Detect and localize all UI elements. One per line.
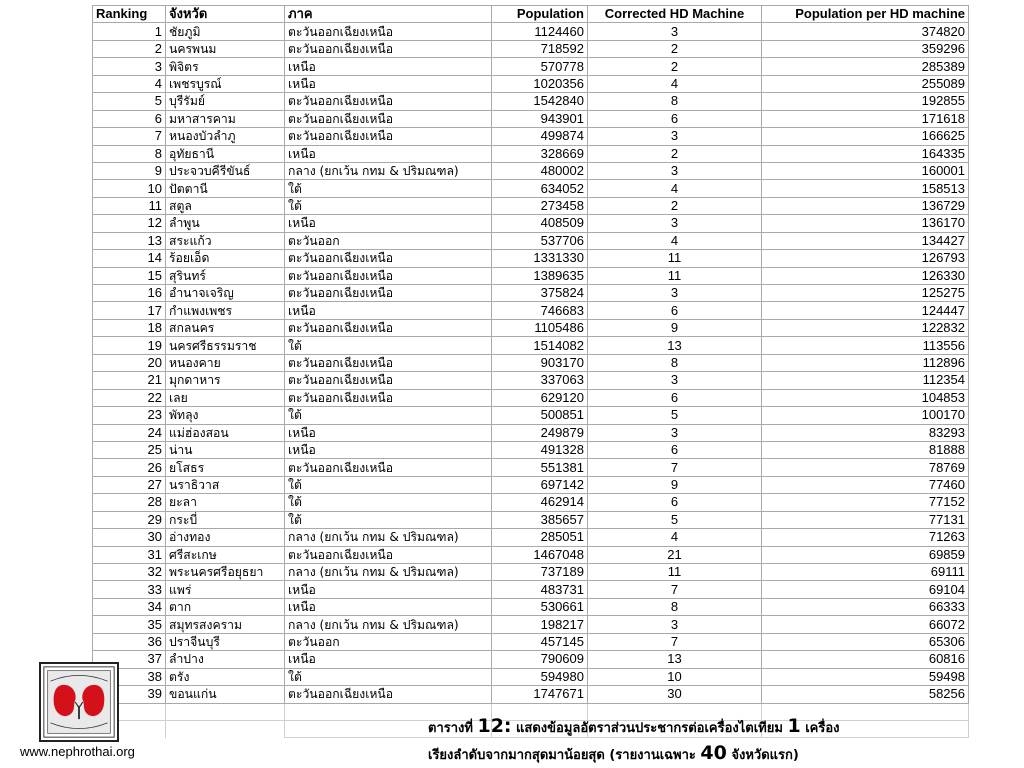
cell-hd-machines: 5 <box>588 511 762 528</box>
table-row <box>93 459 969 476</box>
cell-population: 1105486 <box>492 319 588 336</box>
cell-population: 1747671 <box>492 686 588 703</box>
cell-region: ใต้ <box>285 337 492 354</box>
cell-province: เพชรบูรณ์ <box>166 75 285 92</box>
cell-province: ชัยภูมิ <box>166 23 285 40</box>
cell-population-per-machine: 81888 <box>762 441 969 458</box>
table-row <box>93 494 969 511</box>
table-header-row <box>93 6 969 23</box>
caption-text: จังหวัดแรก) <box>726 748 799 763</box>
cell-ranking: 6 <box>93 110 166 127</box>
cell-province: สกลนคร <box>166 319 285 336</box>
cell-region: ตะวันออกเฉียงเหนือ <box>285 267 492 284</box>
table-row <box>93 302 969 319</box>
cell-province: นราธิวาส <box>166 476 285 493</box>
cell-ranking: 12 <box>93 215 166 232</box>
cell-hd-machines: 2 <box>588 58 762 75</box>
cell-ranking: 26 <box>93 459 166 476</box>
cell-province: บุรีรัมย์ <box>166 93 285 110</box>
cell-population: 697142 <box>492 476 588 493</box>
header-corrected-hd-machine: Corrected HD Machine <box>588 6 762 23</box>
cell-population: 1020356 <box>492 75 588 92</box>
cell-population: 1542840 <box>492 93 588 110</box>
cell-ranking: 35 <box>93 616 166 633</box>
cell-province: พิจิตร <box>166 58 285 75</box>
table-row <box>93 319 969 336</box>
cell-population-per-machine: 112896 <box>762 354 969 371</box>
table-row <box>93 407 969 424</box>
cell-population: 537706 <box>492 232 588 249</box>
cell-population: 1389635 <box>492 267 588 284</box>
table-row <box>93 424 969 441</box>
cell-population-per-machine: 112354 <box>762 372 969 389</box>
cell-province: สุรินทร์ <box>166 267 285 284</box>
cell-region: กลาง (ยกเว้น กทม & ปริมณฑล) <box>285 529 492 546</box>
cell-population: 943901 <box>492 110 588 127</box>
cell-region: ตะวันออกเฉียงเหนือ <box>285 389 492 406</box>
cell-hd-machines: 7 <box>588 581 762 598</box>
cell-population: 457145 <box>492 633 588 650</box>
cell-region: ตะวันออกเฉียงเหนือ <box>285 128 492 145</box>
cell-population: 570778 <box>492 58 588 75</box>
cell-population: 273458 <box>492 197 588 214</box>
cell-population: 1467048 <box>492 546 588 563</box>
cell-population: 1331330 <box>492 250 588 267</box>
cell-population: 790609 <box>492 651 588 668</box>
header-population-per-hd-machine: Population per HD machine <box>762 6 969 23</box>
cell-population: 328669 <box>492 145 588 162</box>
table-row <box>93 110 969 127</box>
cell-population: 198217 <box>492 616 588 633</box>
cell-population-per-machine: 113556 <box>762 337 969 354</box>
cell-ranking: 11 <box>93 197 166 214</box>
table-row <box>93 58 969 75</box>
cell-population-per-machine: 124447 <box>762 302 969 319</box>
cell-population-per-machine: 171618 <box>762 110 969 127</box>
cell-population-per-machine: 359296 <box>762 40 969 57</box>
cell-population: 500851 <box>492 407 588 424</box>
cell-population: 337063 <box>492 372 588 389</box>
cell-region: เหนือ <box>285 58 492 75</box>
cell-province: ปัตตานี <box>166 180 285 197</box>
cell-ranking: 34 <box>93 598 166 615</box>
cell-ranking: 20 <box>93 354 166 371</box>
cell-province: ลำปาง <box>166 651 285 668</box>
cell-region: เหนือ <box>285 302 492 319</box>
cell-ranking: 4 <box>93 75 166 92</box>
cell-province: มุกดาหาร <box>166 372 285 389</box>
cell-ranking: 8 <box>93 145 166 162</box>
cell-hd-machines: 6 <box>588 494 762 511</box>
cell-hd-machines: 4 <box>588 529 762 546</box>
cell-hd-machines: 21 <box>588 546 762 563</box>
cell-ranking: 37 <box>93 651 166 668</box>
cell-population-per-machine: 77152 <box>762 494 969 511</box>
table-row <box>93 285 969 302</box>
cell-ranking: 36 <box>93 633 166 650</box>
table-row <box>93 529 969 546</box>
cell-province: สตูล <box>166 197 285 214</box>
cell-hd-machines: 3 <box>588 215 762 232</box>
cell-population-per-machine: 122832 <box>762 319 969 336</box>
hd-machine-table <box>92 5 969 738</box>
table-row <box>93 546 969 563</box>
cell-ranking: 2 <box>93 40 166 57</box>
cell-population: 737189 <box>492 564 588 581</box>
table-row <box>93 686 969 703</box>
cell-region: ใต้ <box>285 197 492 214</box>
cell-region: ตะวันออก <box>285 633 492 650</box>
caption-number: 1 <box>787 715 801 737</box>
cell-hd-machines: 4 <box>588 180 762 197</box>
cell-province: ร้อยเอ็ด <box>166 250 285 267</box>
table-row <box>93 581 969 598</box>
cell-population-per-machine: 69111 <box>762 564 969 581</box>
cell-province: พัทลุง <box>166 407 285 424</box>
cell-hd-machines: 11 <box>588 267 762 284</box>
cell-province: มหาสารคาม <box>166 110 285 127</box>
cell-province: อ่างทอง <box>166 529 285 546</box>
cell-ranking: 3 <box>93 58 166 75</box>
table-row <box>93 40 969 57</box>
cell-population: 1124460 <box>492 23 588 40</box>
cell-population-per-machine: 77131 <box>762 511 969 528</box>
cell-population: 408509 <box>492 215 588 232</box>
cell-region: ตะวันออก <box>285 232 492 249</box>
cell-ranking: 19 <box>93 337 166 354</box>
table-row <box>93 668 969 685</box>
caption-text: ตารางที่ <box>428 721 478 736</box>
caption-text: รายงานเฉพาะ <box>615 748 701 763</box>
cell-province: พระนครศรีอยุธยา <box>166 564 285 581</box>
table-row <box>93 564 969 581</box>
cell-hd-machines: 3 <box>588 162 762 179</box>
cell-province: เลย <box>166 389 285 406</box>
cell-ranking: 22 <box>93 389 166 406</box>
cell-ranking: 39 <box>93 686 166 703</box>
cell-ranking: 5 <box>93 93 166 110</box>
table-row <box>93 598 969 615</box>
table-row <box>93 476 969 493</box>
cell-region: เหนือ <box>285 75 492 92</box>
table-row <box>93 197 969 214</box>
cell-ranking: 1 <box>93 23 166 40</box>
cell-region: กลาง (ยกเว้น กทม & ปริมณฑล) <box>285 616 492 633</box>
cell-ranking: 29 <box>93 511 166 528</box>
table-row <box>93 372 969 389</box>
cell-ranking: 32 <box>93 564 166 581</box>
cell-province: ตาก <box>166 598 285 615</box>
cell-population: 551381 <box>492 459 588 476</box>
table-row <box>93 128 969 145</box>
cell-hd-machines: 2 <box>588 145 762 162</box>
cell-ranking: 33 <box>93 581 166 598</box>
cell-province: น่าน <box>166 441 285 458</box>
cell-region: ใต้ <box>285 511 492 528</box>
cell-ranking: 16 <box>93 285 166 302</box>
cell-population-per-machine: 65306 <box>762 633 969 650</box>
cell-hd-machines: 6 <box>588 110 762 127</box>
cell-population: 480002 <box>492 162 588 179</box>
caption-text: เครื่อง <box>800 721 840 736</box>
caption-line-2 <box>428 741 840 768</box>
cell-hd-machines: 11 <box>588 250 762 267</box>
empty-cell <box>166 720 285 737</box>
caption-text: แสดงข้อมูลอัตราส่วนประชากรต่อเครื่องไตเทียม <box>511 721 788 736</box>
cell-province: หนองบัวลำภู <box>166 128 285 145</box>
empty-cell <box>166 703 285 720</box>
table-row <box>93 633 969 650</box>
kidney-logo-icon <box>41 664 117 740</box>
cell-region: เหนือ <box>285 145 492 162</box>
cell-population-per-machine: 69104 <box>762 581 969 598</box>
cell-hd-machines: 6 <box>588 302 762 319</box>
cell-region: เหนือ <box>285 598 492 615</box>
cell-region: ตะวันออกเฉียงเหนือ <box>285 23 492 40</box>
cell-region: ตะวันออกเฉียงเหนือ <box>285 110 492 127</box>
cell-population-per-machine: 125275 <box>762 285 969 302</box>
cell-province: ยโสธร <box>166 459 285 476</box>
cell-ranking: 31 <box>93 546 166 563</box>
cell-ranking: 38 <box>93 668 166 685</box>
cell-population: 634052 <box>492 180 588 197</box>
table-row <box>93 232 969 249</box>
table-row <box>93 145 969 162</box>
cell-region: ตะวันออกเฉียงเหนือ <box>285 354 492 371</box>
cell-hd-machines: 3 <box>588 285 762 302</box>
cell-province: ประจวบคีรีขันธ์ <box>166 162 285 179</box>
cell-ranking: 17 <box>93 302 166 319</box>
cell-hd-machines: 3 <box>588 372 762 389</box>
cell-region: เหนือ <box>285 424 492 441</box>
cell-population-per-machine: 78769 <box>762 459 969 476</box>
cell-population: 746683 <box>492 302 588 319</box>
cell-province: ตรัง <box>166 668 285 685</box>
cell-population-per-machine: 134427 <box>762 232 969 249</box>
cell-hd-machines: 4 <box>588 75 762 92</box>
cell-population-per-machine: 136170 <box>762 215 969 232</box>
table-row <box>93 75 969 92</box>
nephrology-society-logo <box>39 662 119 742</box>
cell-region: ใต้ <box>285 668 492 685</box>
cell-region: ตะวันออกเฉียงเหนือ <box>285 372 492 389</box>
cell-hd-machines: 3 <box>588 424 762 441</box>
cell-province: นครพนม <box>166 40 285 57</box>
header-ranking: Ranking <box>93 6 166 23</box>
cell-hd-machines: 8 <box>588 354 762 371</box>
caption-number: 40 <box>700 742 727 764</box>
cell-population: 491328 <box>492 441 588 458</box>
cell-ranking: 28 <box>93 494 166 511</box>
cell-region: ตะวันออกเฉียงเหนือ <box>285 93 492 110</box>
cell-population-per-machine: 66333 <box>762 598 969 615</box>
table-caption <box>428 714 840 768</box>
cell-hd-machines: 3 <box>588 616 762 633</box>
cell-hd-machines: 3 <box>588 23 762 40</box>
cell-ranking: 7 <box>93 128 166 145</box>
cell-hd-machines: 13 <box>588 651 762 668</box>
cell-population: 530661 <box>492 598 588 615</box>
table-row <box>93 250 969 267</box>
cell-population-per-machine: 166625 <box>762 128 969 145</box>
cell-population-per-machine: 164335 <box>762 145 969 162</box>
cell-region: กลาง (ยกเว้น กทม & ปริมณฑล) <box>285 564 492 581</box>
cell-province: ลำพูน <box>166 215 285 232</box>
cell-ranking: 27 <box>93 476 166 493</box>
cell-population-per-machine: 71263 <box>762 529 969 546</box>
cell-population-per-machine: 104853 <box>762 389 969 406</box>
cell-region: เหนือ <box>285 441 492 458</box>
cell-province: สมุทรสงคราม <box>166 616 285 633</box>
cell-population-per-machine: 66072 <box>762 616 969 633</box>
table-row <box>93 180 969 197</box>
cell-population-per-machine: 126330 <box>762 267 969 284</box>
cell-population: 375824 <box>492 285 588 302</box>
table-row <box>93 93 969 110</box>
cell-region: ตะวันออกเฉียงเหนือ <box>285 546 492 563</box>
cell-province: กำแพงเพชร <box>166 302 285 319</box>
cell-province: อุทัยธานี <box>166 145 285 162</box>
cell-hd-machines: 8 <box>588 93 762 110</box>
cell-population: 594980 <box>492 668 588 685</box>
cell-region: ตะวันออกเฉียงเหนือ <box>285 250 492 267</box>
table-row <box>93 651 969 668</box>
caption-text: เรียงลำดับจากมากสุดมาน้อยสุด ( <box>428 748 616 763</box>
cell-region: เหนือ <box>285 215 492 232</box>
cell-hd-machines: 4 <box>588 232 762 249</box>
cell-region: เหนือ <box>285 581 492 598</box>
header-population: Population <box>492 6 588 23</box>
cell-ranking: 23 <box>93 407 166 424</box>
cell-region: ใต้ <box>285 407 492 424</box>
cell-population-per-machine: 126793 <box>762 250 969 267</box>
cell-province: ขอนแก่น <box>166 686 285 703</box>
cell-hd-machines: 6 <box>588 441 762 458</box>
table-row <box>93 389 969 406</box>
table-row <box>93 441 969 458</box>
cell-population-per-machine: 69859 <box>762 546 969 563</box>
header-province: จังหวัด <box>166 6 285 23</box>
cell-hd-machines: 5 <box>588 407 762 424</box>
cell-region: ตะวันออกเฉียงเหนือ <box>285 285 492 302</box>
cell-population: 249879 <box>492 424 588 441</box>
cell-province: หนองคาย <box>166 354 285 371</box>
cell-region: ตะวันออกเฉียงเหนือ <box>285 319 492 336</box>
table-row <box>93 616 969 633</box>
cell-population: 718592 <box>492 40 588 57</box>
cell-province: แม่ฮ่องสอน <box>166 424 285 441</box>
cell-population-per-machine: 285389 <box>762 58 969 75</box>
cell-population: 1514082 <box>492 337 588 354</box>
cell-province: ปราจีนบุรี <box>166 633 285 650</box>
cell-province: อำนาจเจริญ <box>166 285 285 302</box>
cell-province: แพร่ <box>166 581 285 598</box>
table-row <box>93 23 969 40</box>
cell-population: 285051 <box>492 529 588 546</box>
cell-population-per-machine: 77460 <box>762 476 969 493</box>
cell-region: กลาง (ยกเว้น กทม & ปริมณฑล) <box>285 162 492 179</box>
cell-hd-machines: 10 <box>588 668 762 685</box>
caption-table-number: 12: <box>477 715 512 737</box>
cell-hd-machines: 11 <box>588 564 762 581</box>
cell-ranking: 21 <box>93 372 166 389</box>
cell-region: เหนือ <box>285 651 492 668</box>
cell-hd-machines: 2 <box>588 40 762 57</box>
header-region: ภาค <box>285 6 492 23</box>
cell-population-per-machine: 60816 <box>762 651 969 668</box>
caption-line-1 <box>428 714 840 741</box>
cell-hd-machines: 7 <box>588 459 762 476</box>
table-row <box>93 215 969 232</box>
cell-region: ตะวันออกเฉียงเหนือ <box>285 686 492 703</box>
table-row <box>93 354 969 371</box>
cell-population: 385657 <box>492 511 588 528</box>
cell-hd-machines: 8 <box>588 598 762 615</box>
cell-hd-machines: 2 <box>588 197 762 214</box>
cell-province: ยะลา <box>166 494 285 511</box>
cell-ranking: 15 <box>93 267 166 284</box>
cell-population-per-machine: 374820 <box>762 23 969 40</box>
table-row <box>93 267 969 284</box>
cell-region: ใต้ <box>285 476 492 493</box>
cell-region: ใต้ <box>285 494 492 511</box>
cell-province: นครศรีธรรมราช <box>166 337 285 354</box>
table-row <box>93 511 969 528</box>
cell-population: 629120 <box>492 389 588 406</box>
cell-population-per-machine: 100170 <box>762 407 969 424</box>
cell-population-per-machine: 83293 <box>762 424 969 441</box>
cell-hd-machines: 3 <box>588 128 762 145</box>
cell-hd-machines: 13 <box>588 337 762 354</box>
cell-population-per-machine: 59498 <box>762 668 969 685</box>
cell-region: ใต้ <box>285 180 492 197</box>
table-row <box>93 162 969 179</box>
cell-province: กระบี่ <box>166 511 285 528</box>
table-row <box>93 337 969 354</box>
cell-population: 462914 <box>492 494 588 511</box>
cell-ranking: 13 <box>93 232 166 249</box>
cell-population-per-machine: 158513 <box>762 180 969 197</box>
cell-region: ตะวันออกเฉียงเหนือ <box>285 40 492 57</box>
cell-population-per-machine: 136729 <box>762 197 969 214</box>
cell-ranking: 18 <box>93 319 166 336</box>
cell-hd-machines: 6 <box>588 389 762 406</box>
cell-hd-machines: 30 <box>588 686 762 703</box>
cell-population: 499874 <box>492 128 588 145</box>
cell-population-per-machine: 160001 <box>762 162 969 179</box>
cell-population-per-machine: 255089 <box>762 75 969 92</box>
cell-hd-machines: 9 <box>588 476 762 493</box>
cell-region: ตะวันออกเฉียงเหนือ <box>285 459 492 476</box>
cell-ranking: 30 <box>93 529 166 546</box>
cell-ranking: 10 <box>93 180 166 197</box>
cell-ranking: 25 <box>93 441 166 458</box>
cell-ranking: 24 <box>93 424 166 441</box>
cell-ranking: 14 <box>93 250 166 267</box>
cell-ranking: 9 <box>93 162 166 179</box>
cell-hd-machines: 9 <box>588 319 762 336</box>
website-url[interactable]: www.nephrothai.org <box>20 744 135 759</box>
table-body <box>93 23 969 738</box>
cell-population: 903170 <box>492 354 588 371</box>
cell-province: สระแก้ว <box>166 232 285 249</box>
cell-population: 483731 <box>492 581 588 598</box>
cell-province: ศรีสะเกษ <box>166 546 285 563</box>
cell-population-per-machine: 58256 <box>762 686 969 703</box>
cell-hd-machines: 7 <box>588 633 762 650</box>
cell-population-per-machine: 192855 <box>762 93 969 110</box>
